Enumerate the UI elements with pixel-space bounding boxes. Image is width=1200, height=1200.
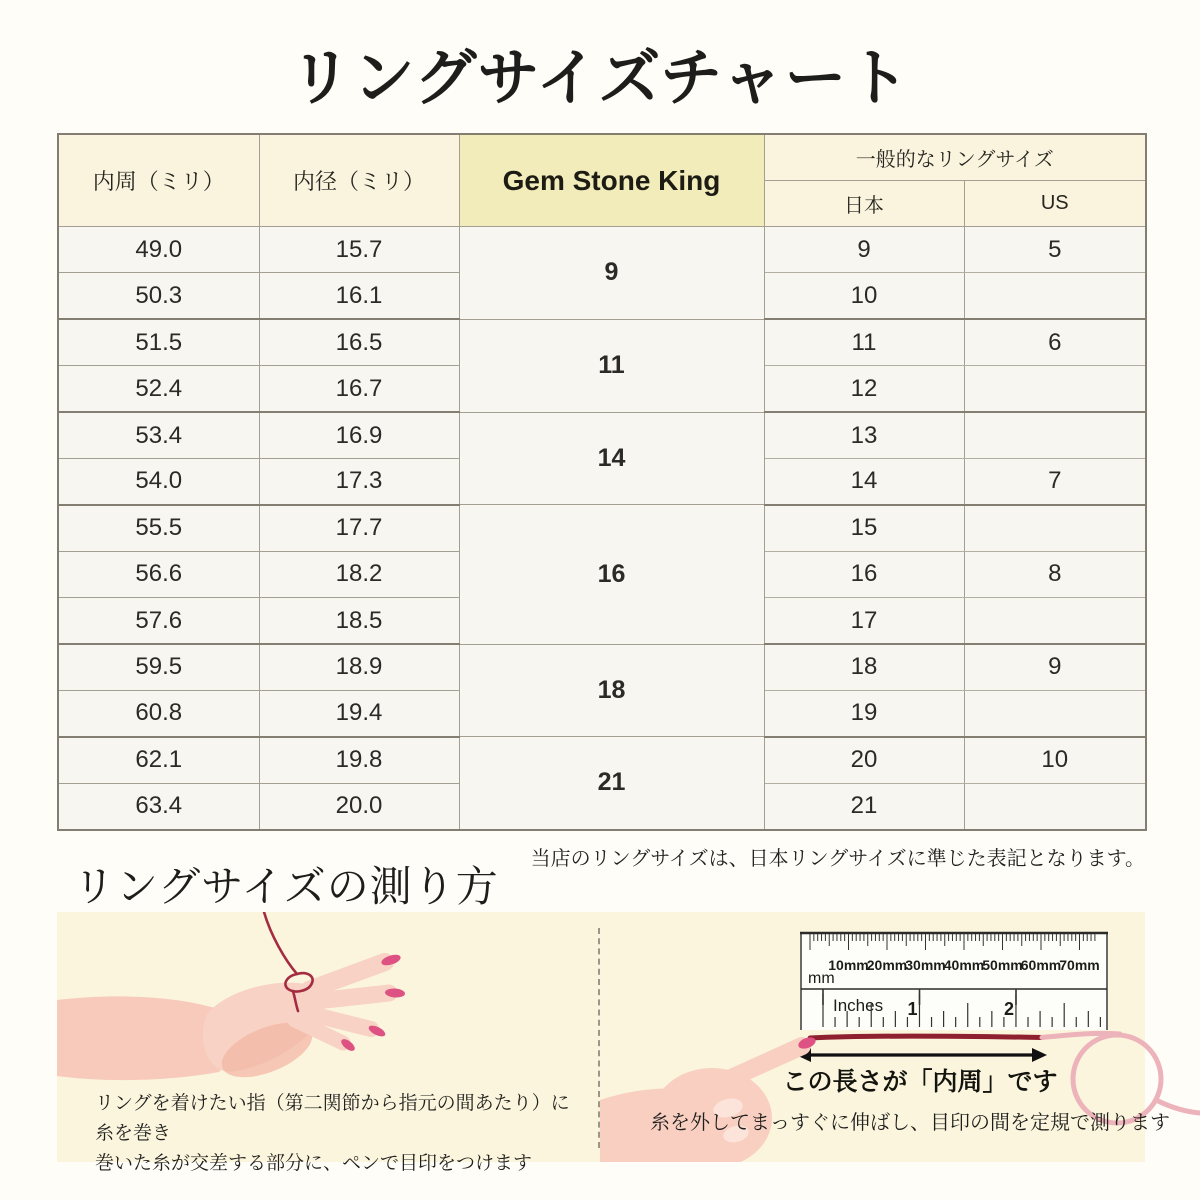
table-row: [58, 505, 1146, 551]
table-cell: 6: [964, 319, 1146, 365]
table-cell: 51.5: [58, 319, 259, 365]
left-caption-line1: リングを着けたい指（第二関節から指元の間あたり）に糸を巻き: [95, 1093, 570, 1144]
ruler-mm-unit-label: mm: [808, 970, 835, 987]
brand-size-cell: 21: [459, 737, 764, 830]
ring-size-table: [57, 133, 1147, 831]
table-cell: 62.1: [58, 737, 259, 783]
table-cell: 16.5: [259, 319, 459, 365]
table-cell: 16.9: [259, 412, 459, 458]
table-cell: 9: [964, 644, 1146, 690]
brand-size-cell: 11: [459, 319, 764, 412]
table-cell: 16.7: [259, 366, 459, 412]
header-common-sizes: 一般的なリングサイズ: [764, 134, 1146, 181]
table-row: [58, 319, 1146, 365]
header-brand: Gem Stone King: [459, 134, 764, 227]
table-cell: 18: [764, 644, 964, 690]
ruler-icon: [800, 932, 1108, 1030]
ruler-scale-label: 1: [907, 999, 918, 1019]
table-row: [58, 412, 1146, 458]
ruler-scale-label: 20mm: [866, 957, 908, 973]
page-title: リングサイズチャート: [289, 44, 911, 113]
table-cell: 17.3: [259, 458, 459, 504]
table-cell: 50.3: [58, 273, 259, 319]
table-cell: 15: [764, 505, 964, 551]
pointing-hand-icon: [600, 1035, 817, 1162]
table-cell: 52.4: [58, 366, 259, 412]
table-cell: 19.8: [259, 737, 459, 783]
table-cell: 55.5: [58, 505, 259, 551]
hand-icon: [57, 953, 405, 1089]
ruler-scale-label: 40mm: [943, 957, 985, 973]
table-row: [58, 737, 1146, 783]
table-cell: 49.0: [58, 227, 259, 273]
table-cell: 53.4: [58, 412, 259, 458]
header-inner-circumference: 内周（ミリ）: [58, 134, 259, 227]
table-cell: [964, 412, 1146, 458]
table-cell: 18.2: [259, 551, 459, 597]
table-cell: 19.4: [259, 690, 459, 736]
size-note: 当店のリングサイズは、日本リングサイズに準じた表記となります。: [530, 848, 1145, 870]
table-row: [58, 227, 1146, 273]
brand-size-cell: 16: [459, 505, 764, 644]
table-cell: 5: [964, 227, 1146, 273]
table-cell: 20: [764, 737, 964, 783]
table-cell: 10: [764, 273, 964, 319]
right-measure-caption: 糸を外してまっすぐに伸ばし、目印の間を定規で測ります: [650, 1112, 1170, 1134]
table-cell: [964, 783, 1146, 829]
table-cell: 21: [764, 783, 964, 829]
table-cell: 19: [764, 690, 964, 736]
length-arrow-icon: [796, 1048, 1047, 1062]
ruler-scale-label: 70mm: [1059, 957, 1100, 973]
ruler-inches-label: Inches: [833, 996, 884, 1015]
table-cell: [964, 505, 1146, 551]
brand-size-cell: 14: [459, 412, 764, 505]
header-us: US: [964, 181, 1146, 227]
table-cell: 57.6: [58, 598, 259, 644]
size-table-body: [58, 227, 1146, 830]
table-cell: 17.7: [259, 505, 459, 551]
table-cell: 16: [764, 551, 964, 597]
table-cell: 11: [764, 319, 964, 365]
table-row: [58, 644, 1146, 690]
table-cell: 16.1: [259, 273, 459, 319]
table-cell: [964, 273, 1146, 319]
left-measure-caption: [95, 1089, 575, 1179]
table-cell: 18.9: [259, 644, 459, 690]
table-cell: 8: [964, 551, 1146, 597]
table-cell: 18.5: [259, 598, 459, 644]
table-cell: 10: [964, 737, 1146, 783]
table-cell: 13: [764, 412, 964, 458]
table-cell: 63.4: [58, 783, 259, 829]
table-cell: 14: [764, 458, 964, 504]
table-cell: [964, 366, 1146, 412]
inner-circumference-caption: この長さが「内周」です: [782, 1068, 1058, 1096]
table-cell: [964, 598, 1146, 644]
table-cell: 7: [964, 458, 1146, 504]
table-cell: 59.5: [58, 644, 259, 690]
table-cell: 60.8: [58, 690, 259, 736]
table-cell: 56.6: [58, 551, 259, 597]
measure-section-heading: リングサイズの測り方: [73, 863, 499, 910]
table-cell: [964, 690, 1146, 736]
table-cell: 20.0: [259, 783, 459, 829]
header-inner-diameter: 内径（ミリ）: [259, 134, 459, 227]
brand-size-cell: 9: [459, 227, 764, 320]
table-cell: 54.0: [58, 458, 259, 504]
ruler-scale-label: 60mm: [1020, 957, 1062, 973]
table-cell: 17: [764, 598, 964, 644]
table-cell: 15.7: [259, 227, 459, 273]
table-cell: 12: [764, 366, 964, 412]
table-cell: 9: [764, 227, 964, 273]
brand-size-cell: 18: [459, 644, 764, 737]
header-japan: 日本: [764, 181, 964, 227]
left-caption-line2: 巻いた糸が交差する部分に、ペンで目印をつけます: [95, 1153, 533, 1174]
ruler-scale-label: 30mm: [905, 957, 946, 973]
ruler-scale-label: 2: [1003, 999, 1015, 1019]
ruler-scale-label: 50mm: [982, 957, 1023, 973]
ruler-scale-label: 10mm: [828, 957, 869, 973]
table-header: [58, 134, 1146, 227]
